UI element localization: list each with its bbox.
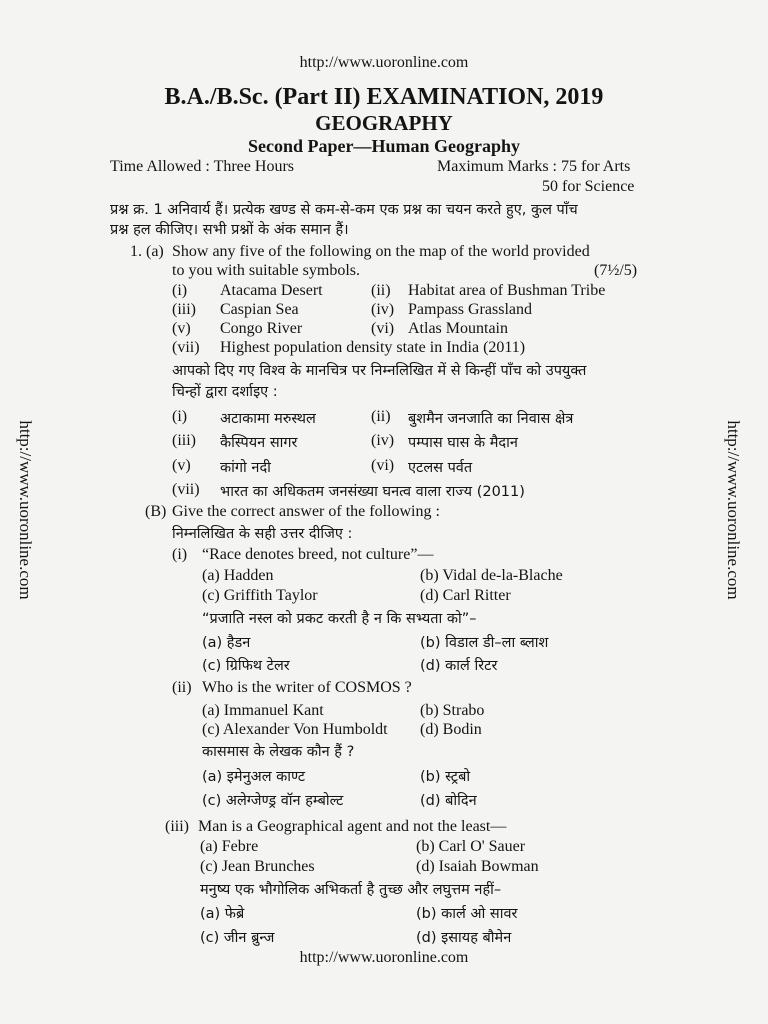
q1-hindi-item-number: (vii) xyxy=(172,481,200,498)
q1-text-line-1: Show any five of the following on the map of the world provided xyxy=(172,243,590,260)
mcq-option: (c) Griffith Taylor xyxy=(202,587,318,604)
q1-hindi-item-number: (iii) xyxy=(172,432,196,449)
footer-url[interactable]: http://www.uoronline.com xyxy=(299,949,469,966)
mcq-option: (a) Immanuel Kant xyxy=(202,702,324,719)
q1-item-number: (v) xyxy=(172,320,191,337)
q1-item-text: Habitat area of Bushman Tribe xyxy=(408,282,606,299)
mcq-option-hindi: (c) ग्रिफिथ टेलर xyxy=(202,658,290,674)
q1-hindi-item-number: (v) xyxy=(172,457,191,474)
mcq-option: (c) Jean Brunches xyxy=(200,858,315,875)
q1-item-number: (ii) xyxy=(371,282,391,299)
mcq-option-hindi: (d) बोदिन xyxy=(420,793,477,809)
q1-hindi-item-number: (ii) xyxy=(371,408,391,425)
side-url-left[interactable]: http://www.uoronline.com xyxy=(16,420,35,600)
mcq-question: Man is a Geographical agent and not the least— xyxy=(198,818,507,835)
header-url[interactable]: http://www.uoronline.com xyxy=(299,54,469,71)
exam-title: B.A./B.Sc. (Part II) EXAMINATION, 2019 xyxy=(164,84,604,110)
q1-marks: (7½/5) xyxy=(594,262,638,279)
mcq-question: “Race denotes breed, not culture”— xyxy=(202,546,434,563)
mcq-number: (i) xyxy=(172,546,188,563)
mcq-option-hindi: (a) इमेनुअल काण्ट xyxy=(202,769,306,785)
q1-hindi-item-text: बुशमैन जनजाति का निवास क्षेत्र xyxy=(408,411,574,427)
q1-number: 1. (a) xyxy=(130,243,164,260)
q1-hindi-item-text: पम्पास घास के मैदान xyxy=(408,435,518,451)
mcq-question: Who is the writer of COSMOS ? xyxy=(202,679,412,696)
qb-text: Give the correct answer of the following : xyxy=(172,503,440,520)
q1-hindi-item-number: (vi) xyxy=(371,457,395,474)
mcq-option: (d) Bodin xyxy=(420,721,482,738)
q1-hindi-item-text: कैस्पियन सागर xyxy=(220,435,298,451)
q1-item-text: Congo River xyxy=(220,320,303,337)
qb-hindi: निम्नलिखित के सही उत्तर दीजिए : xyxy=(172,526,353,542)
q1-item-text: Atacama Desert xyxy=(220,282,323,299)
mcq-option-hindi: (d) इसायह बौमेन xyxy=(416,930,512,946)
q1-hindi-item-text: कांगो नदी xyxy=(220,460,271,476)
mcq-question-hindi: मनुष्य एक भौगोलिक अभिकर्ता है तुच्छ और लघुत्तम नहीं– xyxy=(200,882,502,898)
q1-item-number: (i) xyxy=(172,282,188,299)
mcq-option: (d) Carl Ritter xyxy=(420,587,511,604)
q1-item-number: (iv) xyxy=(371,301,395,318)
q1-hindi-line-1: आपको दिए गए विश्व के मानचित्र पर निम्नलिखित में से किन्हीं पाँच को उपयुक्त xyxy=(172,363,587,379)
mcq-option: (a) Hadden xyxy=(202,567,274,584)
mcq-option-hindi: (a) हैडन xyxy=(202,635,251,651)
q1-hindi-item-text: एटलस पर्वत xyxy=(408,460,473,476)
mcq-option-hindi: (c) अलेग्जेण्ड्र वॉन हम्बोल्ट xyxy=(202,793,344,809)
mcq-option-hindi: (b) विडाल डी–ला ब्लाश xyxy=(420,635,549,651)
q1-item-text: Caspian Sea xyxy=(220,301,299,318)
instructions-line-1: प्रश्न क्र. 1 अनिवार्य हैं। प्रत्येक खण्ड से कम-से-कम एक प्रश्न का चयन करते हुए, कुल पाँच xyxy=(110,202,578,218)
mcq-option-hindi: (b) स्ट्रबो xyxy=(420,769,471,785)
q1-hindi-item-text: अटाकामा मरुस्थल xyxy=(220,411,316,427)
paper-title: Second Paper—Human Geography xyxy=(247,136,520,156)
q1-hindi-item-number: (i) xyxy=(172,408,188,425)
q1-hindi-item-text: भारत का अधिकतम जनसंख्या घनत्व वाला राज्य (2011) xyxy=(220,484,525,500)
q1-item-number: (iii) xyxy=(172,301,196,318)
mcq-question-hindi: कासमास के लेखक कौन हैं ? xyxy=(202,744,355,760)
mcq-option: (b) Vidal de-la-Blache xyxy=(420,567,563,584)
q1-item-text: Atlas Mountain xyxy=(408,320,508,337)
qb-label: (B) xyxy=(145,503,167,520)
time-allowed: Time Allowed : Three Hours xyxy=(110,158,294,175)
mcq-option: (b) Carl O' Sauer xyxy=(416,838,526,855)
mcq-option-hindi: (b) कार्ल ओ सावर xyxy=(416,906,518,922)
mcq-number: (ii) xyxy=(172,679,192,696)
mcq-option-hindi: (c) जीन ब्रुन्ज xyxy=(200,930,275,946)
q1-hindi-line-2: चिन्हों द्वारा दर्शाइए : xyxy=(172,384,278,400)
subject-title: GEOGRAPHY xyxy=(315,111,453,135)
q1-item-text: Pampass Grassland xyxy=(408,301,532,318)
q1-item-number: (vi) xyxy=(371,320,395,337)
mcq-number: (iii) xyxy=(165,818,189,835)
q1-item-text: Highest population density state in India (2011) xyxy=(220,339,526,356)
q1-hindi-item-number: (iv) xyxy=(371,432,395,449)
max-marks-science: 50 for Science xyxy=(542,178,635,195)
mcq-option-hindi: (d) कार्ल रिटर xyxy=(420,658,498,674)
mcq-question-hindi: “प्रजाति नस्ल को प्रकट करती है न कि सभ्यता को”– xyxy=(202,611,477,627)
mcq-option: (d) Isaiah Bowman xyxy=(416,858,539,875)
mcq-option: (a) Febre xyxy=(200,838,259,855)
q1-item-number: (vii) xyxy=(172,339,200,356)
mcq-option: (c) Alexander Von Humboldt xyxy=(202,721,388,738)
instructions-line-2: प्रश्न हल कीजिए। सभी प्रश्नों के अंक समान हैं। xyxy=(110,222,349,238)
q1-text-line-2: to you with suitable symbols. xyxy=(172,262,360,279)
mcq-option-hindi: (a) फेब्रे xyxy=(200,906,245,922)
mcq-option: (b) Strabo xyxy=(420,702,485,719)
max-marks: Maximum Marks : 75 for Arts xyxy=(437,158,631,175)
side-url-right[interactable]: http://www.uoronline.com xyxy=(724,420,743,600)
